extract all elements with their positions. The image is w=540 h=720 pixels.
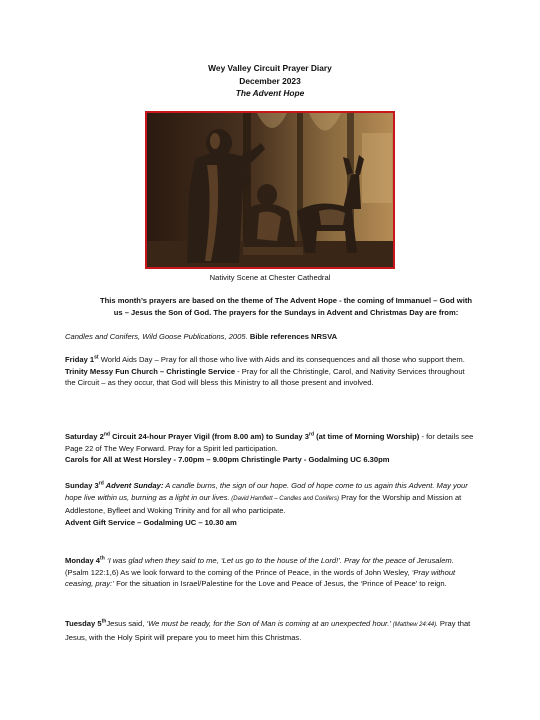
day-suffix: th <box>100 555 105 562</box>
psalm-ref: (Psalm 122:1,6) <box>65 567 119 577</box>
diary-theme: The Advent Hope <box>235 88 305 98</box>
day-suffix: rd <box>98 480 104 487</box>
entry-tuesday-5 <box>65 618 477 643</box>
entry-text-2: For the situation in Israel/Palestine for the Love and Peace of Jesus, the ‘Prince of Peace’ to reign. <box>113 579 447 588</box>
intro-paragraph: This month’s prayers are based on the theme of The Advent Hope - the coming of Immanuel – God with us – Jesus the Son of God. The prayers for the Sundays in Advent and Christmas Day are from: <box>99 296 472 317</box>
matthew-quote: ‘We must be ready, for the Son of Man is coming at an unexpected hour.’ <box>146 619 392 628</box>
trinity-text: - Pray for all the Christingle, Carol, and Nativity Services throughout the Circuit – as they occur, that God will bless this Ministry to all those present and involved. <box>65 366 465 387</box>
entry-day: Saturday 2 <box>65 432 104 441</box>
day-suffix: st <box>94 354 99 361</box>
entry-text: Jesus said, <box>106 619 147 628</box>
bible-references: Bible references NRSVA <box>247 332 338 341</box>
advent-sunday-label: Advent Sunday: <box>103 481 164 490</box>
advent-quote: A candle burns, the sign of our hope. God of hope come to us again this Advent. May your hope live within us, burning as a light in our lives. <box>65 481 468 502</box>
psalm-quote: ‘I was glad when they said to me, ‘Let us go to the house of the Lord!’. Pray for the peace of Jerusalem. <box>104 556 454 565</box>
photo-caption: Nativity Scene at Chester Cathedral <box>209 273 331 282</box>
source-line <box>65 331 477 343</box>
entry-text: Pray for the Worship and Mission at Addlestone, Byfleet and Woking Trinity and for all who participate. <box>65 492 462 515</box>
entry-text-2: Pray that Jesus, with the Holy Spirit will prepare you to meet him this Christmas. <box>65 619 471 642</box>
entry-text: World Aids Day – Pray for all those who live with Aids and its consequences and all those who support them. <box>98 355 465 364</box>
trinity-heading: Trinity Messy Fun Church – Christingle Service <box>65 366 236 376</box>
source-book: Candles and Conifers, Wild Goose Publications, 2005. <box>65 332 248 341</box>
diary-header <box>0 62 540 100</box>
vigil-heading-end: (at time of Morning Worship) <box>314 432 420 441</box>
entry-friday-1 <box>65 354 477 389</box>
entry-day: Friday 1 <box>65 355 95 364</box>
day-suffix: rd <box>309 431 314 438</box>
matthew-ref: (Matthew 24:44). <box>391 622 438 628</box>
entry-sunday-3 <box>65 480 477 528</box>
entry-monday-4 <box>65 555 477 590</box>
entry-text: As we look forward to the coming of the Prince of Peace, in the words of John Wesley, <box>118 567 412 577</box>
diary-title: Wey Valley Circuit Prayer Diary <box>208 63 332 73</box>
vigil-heading: Circuit 24-hour Prayer Vigil (from 8.00 am) to Sunday 3 <box>109 432 309 441</box>
entry-saturday-2 <box>65 431 477 466</box>
nativity-photo <box>145 111 395 269</box>
diary-month: December 2023 <box>239 75 301 86</box>
entry-day: Sunday 3 <box>65 481 99 490</box>
entry-day: Monday 4 <box>65 556 101 565</box>
quote-credit: (David Hamflett – Candles and Conifers) <box>229 495 340 502</box>
gift-service-line: Advent Gift Service – Godalming UC – 10.30 am <box>65 517 237 527</box>
entry-text: - for details see Page 22 of The Wey Forward. Pray for a Spirit led participation. <box>65 432 474 453</box>
wesley-quote: ‘Pray without ceasing, pray:’ <box>65 567 456 588</box>
day-suffix: th <box>101 618 107 625</box>
day-suffix: nd <box>103 431 110 438</box>
entry-day: Tuesday 5 <box>65 619 102 628</box>
carols-line: Carols for All at West Horsley - 7.00pm – 9.00pm Christingle Party - Godalming UC 6.30pm <box>65 455 390 464</box>
